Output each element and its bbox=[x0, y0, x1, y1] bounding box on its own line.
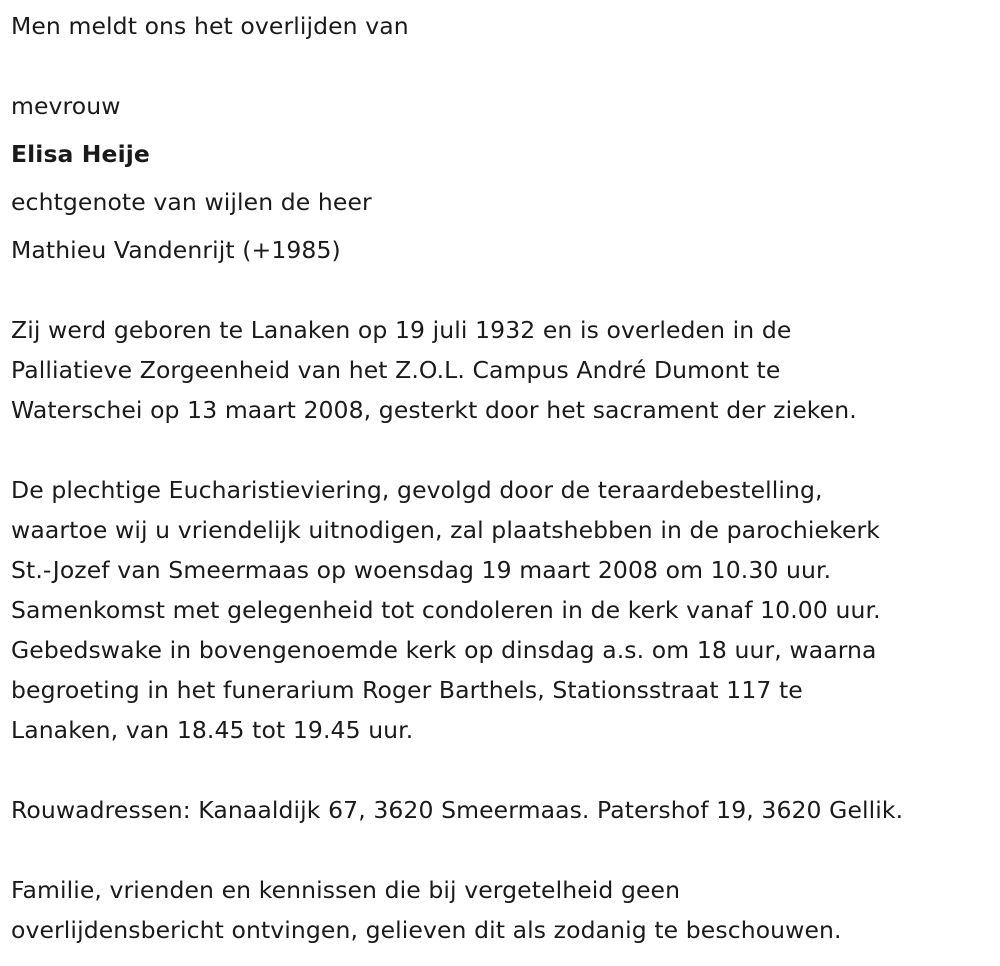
ceremony-line: Samenkomst met gelegenheid tot condoleren in de kerk vanaf 10.00 uur. bbox=[11, 596, 881, 624]
closing-line: overlijdensbericht ontvingen, gelieven dit als zodanig te beschouwen. bbox=[11, 916, 842, 944]
deceased-name: Elisa Heije bbox=[11, 140, 150, 168]
relation-text: echtgenote van wijlen de heer bbox=[11, 188, 372, 216]
ceremony-line: Lanaken, van 18.45 tot 19.45 uur. bbox=[11, 716, 414, 744]
birth-death-line: Waterschei op 13 maart 2008, gesterkt door het sacrament der zieken. bbox=[11, 396, 857, 424]
ceremony-line: begroeting in het funerarium Roger Barthels, Stationsstraat 117 te bbox=[11, 676, 803, 704]
birth-death-line: Palliatieve Zorgeenheid van het Z.O.L. Campus André Dumont te bbox=[11, 356, 781, 384]
spouse-name: Mathieu Vandenrijt (+1985) bbox=[11, 236, 341, 264]
ceremony-line: De plechtige Eucharistieviering, gevolgd door de teraardebestelling, bbox=[11, 476, 823, 504]
ceremony-line: waartoe wij u vriendelijk uitnodigen, zal plaatshebben in de parochiekerk bbox=[11, 516, 880, 544]
ceremony-line: Gebedswake in bovengenoemde kerk op dinsdag a.s. om 18 uur, waarna bbox=[11, 636, 877, 664]
intro-text: Men meldt ons het overlijden van bbox=[11, 12, 409, 40]
salutation: mevrouw bbox=[11, 92, 121, 120]
closing-line: Familie, vrienden en kennissen die bij vergetelheid geen bbox=[11, 876, 681, 904]
birth-death-line: Zij werd geboren te Lanaken op 19 juli 1932 en is overleden in de bbox=[11, 316, 792, 344]
mourning-addresses: Rouwadressen: Kanaaldijk 67, 3620 Smeermaas. Patershof 19, 3620 Gellik. bbox=[11, 796, 904, 824]
ceremony-line: St.-Jozef van Smeermaas op woensdag 19 maart 2008 om 10.30 uur. bbox=[11, 556, 832, 584]
